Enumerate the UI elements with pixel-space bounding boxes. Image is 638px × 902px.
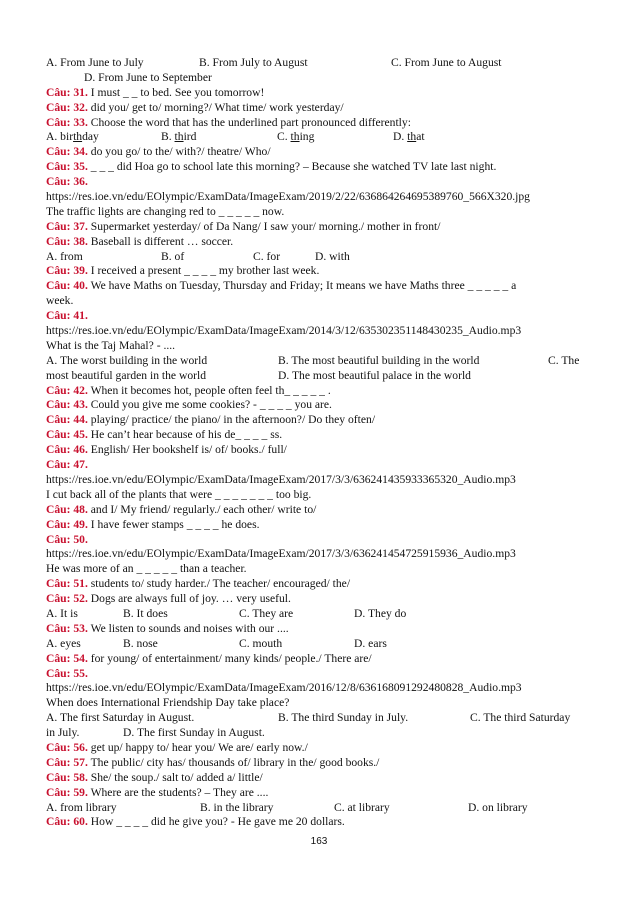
question-57: [46, 756, 586, 771]
question-label: Câu: 54.: [46, 651, 88, 665]
option-a: A. From June to July: [46, 56, 144, 69]
option-b: B. The third Sunday in July.: [278, 711, 409, 725]
question-text: Where are the students? – They are ....: [87, 785, 269, 799]
q30-options: [46, 56, 586, 71]
question-text: He can’t hear because of his de_ _ _ _ ss.: [87, 428, 283, 442]
question-label: Câu: 52.: [46, 592, 88, 606]
question-56: [46, 741, 586, 756]
question-label: Câu: 55.: [46, 666, 88, 680]
question-label: Câu: 39.: [46, 264, 88, 278]
question-text: did you/ get to/ morning?/ What time/ work yesterday/: [87, 100, 344, 114]
question-text: and I/ My friend/ regularly./ each other/ write to/: [87, 502, 317, 516]
question-52: [46, 592, 586, 607]
question-text: students to/ study harder./ The teacher/ encouraged/ the/: [87, 577, 351, 591]
question-41: [46, 309, 586, 324]
option-d: D. with: [315, 249, 350, 263]
question-label: Câu: 37.: [46, 219, 88, 233]
question-label: Câu: 57.: [46, 755, 88, 769]
question-43: [46, 398, 586, 413]
question-55-url: https://res.ioe.vn/edu/EOlympic/ExamData/ImageExam/2016/12/8/636168091292480828_Audio.mp3: [46, 681, 522, 695]
q33-options: [46, 130, 586, 145]
option-a: A. birthday: [46, 130, 99, 144]
option-a: A. It is: [46, 606, 78, 620]
question-45: [46, 428, 586, 443]
question-text: playing/ practice/ the piano/ in the afternoon?/ Do they often/: [87, 413, 376, 427]
option-c: C. They are: [239, 606, 294, 620]
question-36-text: The traffic lights are changing red to _ _ _ _ _ now.: [46, 204, 285, 218]
question-text: do you go/ to the/ with?/ theatre/ Who/: [87, 145, 271, 159]
page-number: 163: [310, 836, 328, 847]
question-label: Câu: 34.: [46, 145, 88, 159]
option-b: B. It does: [123, 606, 168, 620]
question-40-cont: week.: [46, 294, 74, 308]
question-text: Dogs are always full of joy. … very useful.: [87, 592, 291, 606]
question-text: I received a present _ _ _ _ my brother last week.: [87, 264, 320, 278]
question-label: Câu: 47.: [46, 458, 88, 472]
option-a: A. eyes: [46, 636, 81, 650]
question-58: [46, 771, 586, 786]
q41-options-line2: [46, 369, 586, 384]
question-47-url: https://res.ioe.vn/edu/EOlympic/ExamData/ImageExam/2017/3/3/636241435933365320_Audio.mp3: [46, 472, 516, 486]
option-b: B. third: [161, 130, 197, 144]
question-label: Câu: 44.: [46, 413, 88, 427]
question-text: Supermarket yesterday/ of Da Nang/ I saw your/ morning./ mother in front/: [87, 219, 441, 233]
question-55: [46, 667, 586, 682]
question-text: She/ the soup./ salt to/ added a/ little/: [87, 770, 263, 784]
question-label: Câu: 59.: [46, 785, 88, 799]
question-36: [46, 175, 586, 190]
question-text: How _ _ _ _ did he give you? - He gave me 20 dollars.: [87, 815, 345, 829]
question-50: [46, 533, 586, 548]
question-label: Câu: 33.: [46, 115, 88, 129]
question-36-url: https://res.ioe.vn/edu/EOlympic/ExamData/ImageExam/2019/2/22/636864264695389760_566X320.jpg: [46, 190, 530, 204]
question-50-text: He was more of an _ _ _ _ _ than a teacher.: [46, 562, 247, 576]
option-c-cont: most beautiful garden in the world: [46, 368, 207, 382]
option-d: D. They do: [354, 606, 407, 620]
question-label: Câu: 42.: [46, 383, 88, 397]
option-d: D. on library: [468, 800, 528, 814]
option-c: C. mouth: [239, 636, 283, 650]
option-c: C. The: [548, 353, 580, 367]
question-label: Câu: 53.: [46, 621, 88, 635]
question-label: Câu: 58.: [46, 770, 88, 784]
q59-options: [46, 801, 586, 816]
option-a: A. from: [46, 249, 83, 263]
question-60: [46, 815, 586, 830]
question-label: Câu: 41.: [46, 309, 88, 323]
question-31: [46, 86, 586, 101]
option-c: C. thing: [277, 130, 315, 144]
option-a: A. from library: [46, 800, 117, 814]
question-34: [46, 145, 586, 160]
q38-options: [46, 250, 586, 265]
question-label: Câu: 31.: [46, 85, 88, 99]
option-c-cont: in July.: [46, 726, 80, 740]
question-label: Câu: 51.: [46, 577, 88, 591]
option-c: C. The third Saturday: [470, 711, 571, 725]
question-label: Câu: 45.: [46, 428, 88, 442]
question-41-url: https://res.ioe.vn/edu/EOlympic/ExamData/ImageExam/2014/3/12/635302351148430235_Audio.mp3: [46, 324, 522, 338]
question-33: [46, 116, 586, 131]
q41-options-line1: [46, 354, 586, 369]
option-d: D. The most beautiful palace in the world: [278, 368, 471, 382]
question-49: [46, 518, 586, 533]
question-44: [46, 413, 586, 428]
question-47: [46, 458, 586, 473]
q30-option-d: D. From June to September: [84, 70, 212, 84]
option-b: B. of: [161, 249, 185, 263]
question-50-url: https://res.ioe.vn/edu/EOlympic/ExamData/ImageExam/2017/3/3/636241454725915936_Audio.mp3: [46, 547, 516, 561]
question-label: Câu: 49.: [46, 517, 88, 531]
question-text: When it becomes hot, people often feel th_ _ _ _ _ .: [87, 383, 331, 397]
question-label: Câu: 56.: [46, 740, 88, 754]
question-47-text: I cut back all of the plants that were _ _ _ _ _ _ _ too big.: [46, 487, 312, 501]
option-d: D. that: [393, 130, 425, 144]
question-48: [46, 503, 586, 518]
q55-options-line1: [46, 711, 586, 726]
option-c: C. for: [253, 249, 281, 263]
question-42: [46, 384, 586, 399]
question-46: [46, 443, 586, 458]
question-text: We have Maths on Tuesday, Thursday and Friday; It means we have Maths three _ _ _ _ _ a: [87, 279, 517, 293]
question-label: Câu: 43.: [46, 398, 88, 412]
option-b: B. The most beautiful building in the world: [278, 353, 480, 367]
question-label: Câu: 50.: [46, 532, 88, 546]
option-b: B. nose: [123, 636, 158, 650]
question-label: Câu: 38.: [46, 234, 88, 248]
question-text: We listen to sounds and noises with our ....: [87, 621, 289, 635]
question-51: [46, 577, 586, 592]
q55-options-line2: [46, 726, 586, 741]
question-label: Câu: 48.: [46, 502, 88, 516]
worksheet-page: [46, 56, 586, 830]
question-label: Câu: 60.: [46, 815, 88, 829]
question-41-text: What is the Taj Mahal? - ....: [46, 338, 176, 352]
option-c: C. at library: [334, 800, 390, 814]
question-text: Could you give me some cookies? - _ _ _ _ you are.: [87, 398, 332, 412]
question-text: The public/ city has/ thousands of/ library in the/ good books./: [87, 755, 380, 769]
question-53: [46, 622, 586, 637]
question-35: [46, 160, 586, 175]
question-38: [46, 235, 586, 250]
question-40: [46, 279, 586, 294]
question-text: Baseball is different … soccer.: [87, 234, 234, 248]
option-c: C. From June to August: [391, 56, 502, 69]
q52-options: [46, 607, 586, 622]
option-b: B. in the library: [200, 800, 274, 814]
option-a: A. The first Saturday in August.: [46, 711, 195, 725]
option-b: B. From July to August: [199, 56, 308, 69]
question-text: get up/ happy to/ hear you/ We are/ early now./: [87, 740, 308, 754]
question-54: [46, 652, 586, 667]
question-text: I must _ _ to bed. See you tomorrow!: [87, 85, 265, 99]
question-32: [46, 101, 586, 116]
question-label: Câu: 32.: [46, 100, 88, 114]
question-label: Câu: 35.: [46, 160, 88, 174]
question-39: [46, 264, 586, 279]
question-59: [46, 786, 586, 801]
question-label: Câu: 46.: [46, 443, 88, 457]
question-text: Choose the word that has the underlined part pronounced differently:: [87, 115, 411, 129]
question-text: _ _ _ did Hoa go to school late this morning? – Because she watched TV late last night.: [87, 160, 497, 174]
q53-options: [46, 637, 586, 652]
option-d: D. The first Sunday in August.: [123, 726, 265, 740]
question-55-text: When does International Friendship Day take place?: [46, 696, 290, 710]
question-text: for young/ of entertainment/ many kinds/ people./ There are/: [87, 651, 372, 665]
option-d: D. ears: [354, 636, 387, 650]
question-label: Câu: 36.: [46, 175, 88, 189]
question-label: Câu: 40.: [46, 279, 88, 293]
question-text: I have fewer stamps _ _ _ _ he does.: [87, 517, 260, 531]
question-37: [46, 220, 586, 235]
option-a: A. The worst building in the world: [46, 353, 208, 367]
question-text: English/ Her bookshelf is/ of/ books./ full/: [87, 443, 287, 457]
